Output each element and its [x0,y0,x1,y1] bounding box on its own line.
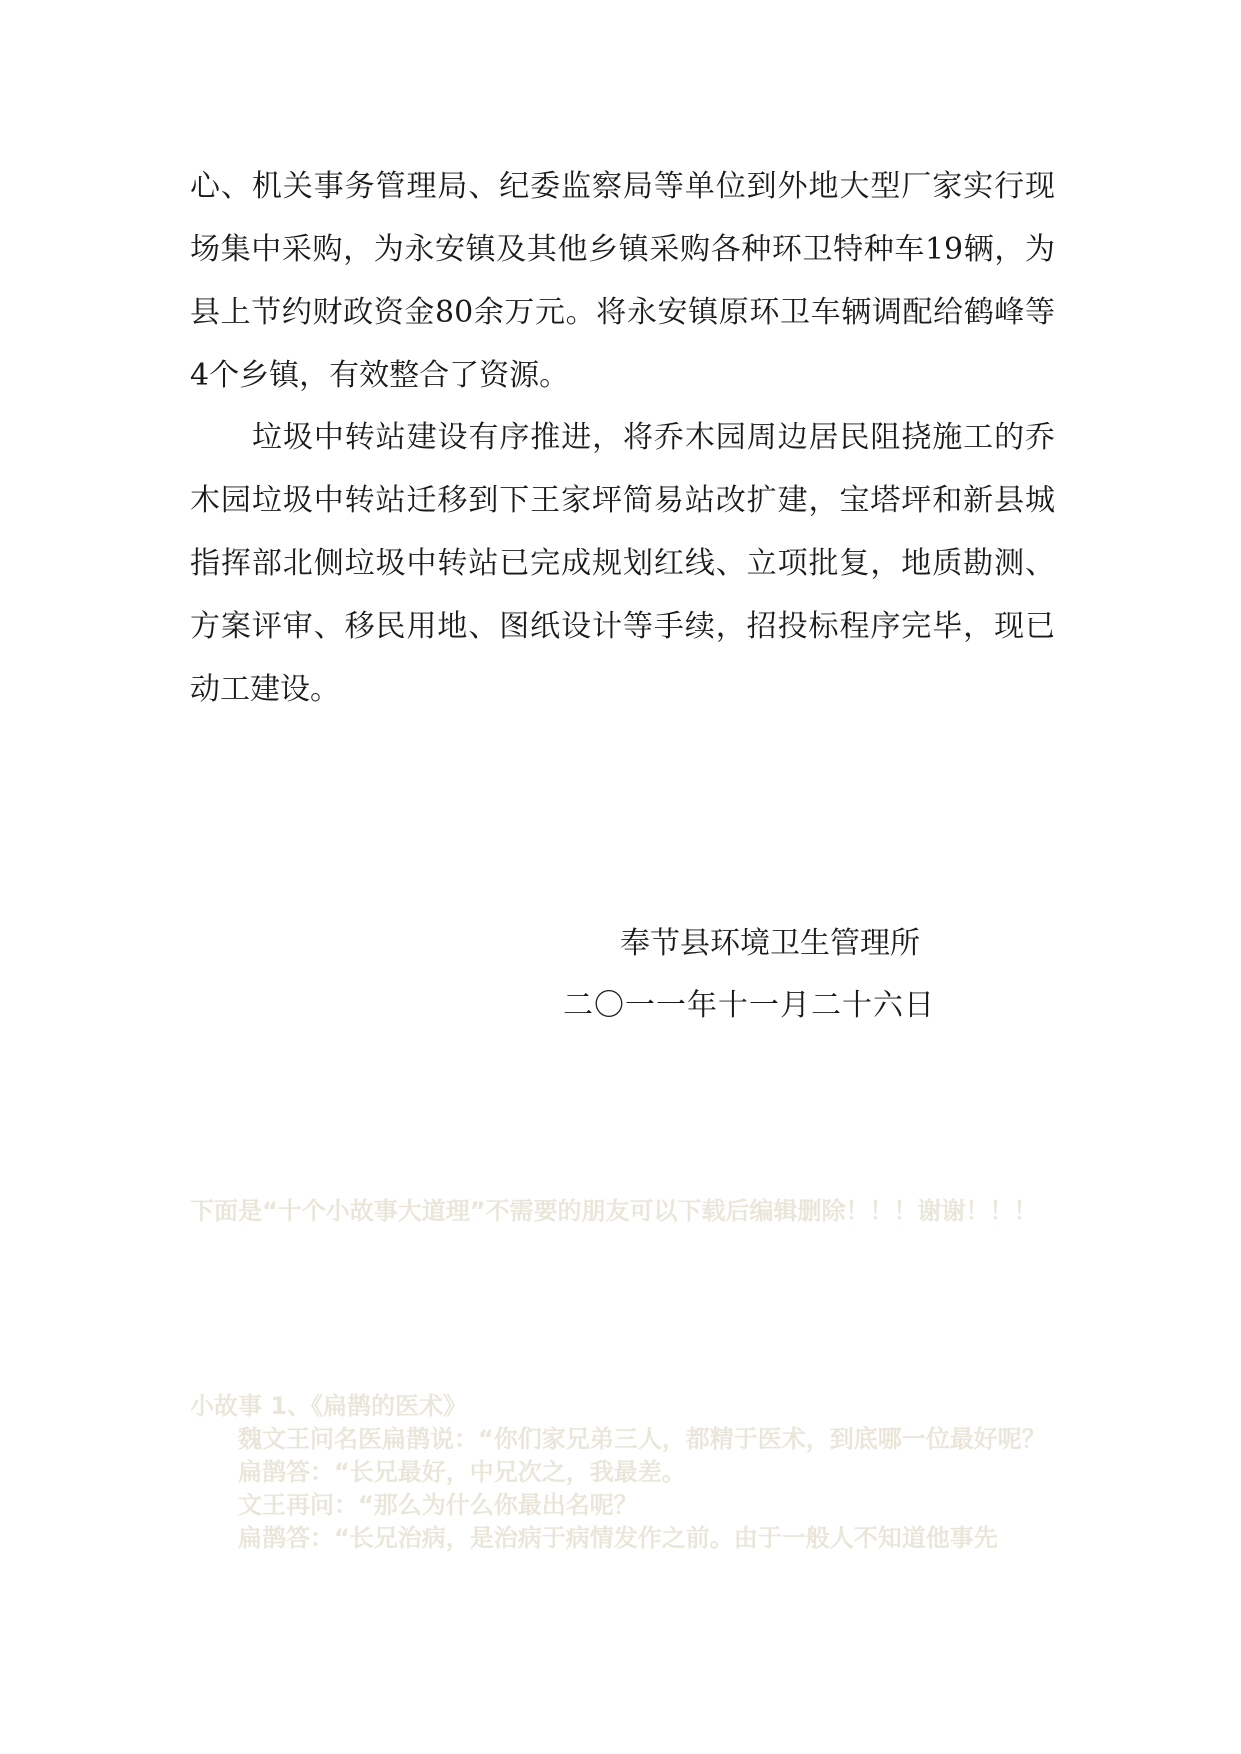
signature-organization: 奉节县环境卫生管理所 [620,926,920,961]
story-line-2: 扁鹊答：“长兄最好，中兄次之，我最差。 [238,1458,686,1486]
body-paragraph-2: 垃圾中转站建设有序推进，将乔木园周边居民阻挠施工的乔木园垃圾中转站迁移到下王家坪简易站改扩建，宝塔坪和新县城指挥部北侧垃圾中转站已完成规划红线、立项批复，地质勘测、方案评审、移民用地、图纸设计等手续，招投标程序完毕，现已动工建设。 [190,420,1055,707]
appendix-story [190,1390,1055,1555]
story-line-3: 文王再问：“那么为什么你最出名呢？ [238,1491,638,1519]
story-title: 小故事 1、《扁鹊的医术》 [190,1392,468,1420]
signature-date: 二〇一一年十一月二十六日 [563,988,935,1023]
body-paragraph-1: 心、机关事务管理局、纪委监察局等单位到外地大型厂家实行现场集中采购，为永安镇及其他乡镇采购各种环卫特种车19辆，为县上节约财政资金80余万元。将永安镇原环卫车辆调配给鹤峰等4个乡镇，有效整合了资源。 [190,169,1055,393]
story-line-4: 扁鹊答：“长兄治病，是治病于病情发作之前。由于一般人不知道他事先 [238,1524,998,1552]
story-line-1: 魏文王问名医扁鹊说：“你们家兄弟三人，都精于医术，到底哪一位最好呢？ [238,1425,1046,1453]
appendix-notice: 下面是“十个小故事大道理”不需要的朋友可以下载后编辑删除！！！谢谢！！！ [190,1197,1038,1225]
